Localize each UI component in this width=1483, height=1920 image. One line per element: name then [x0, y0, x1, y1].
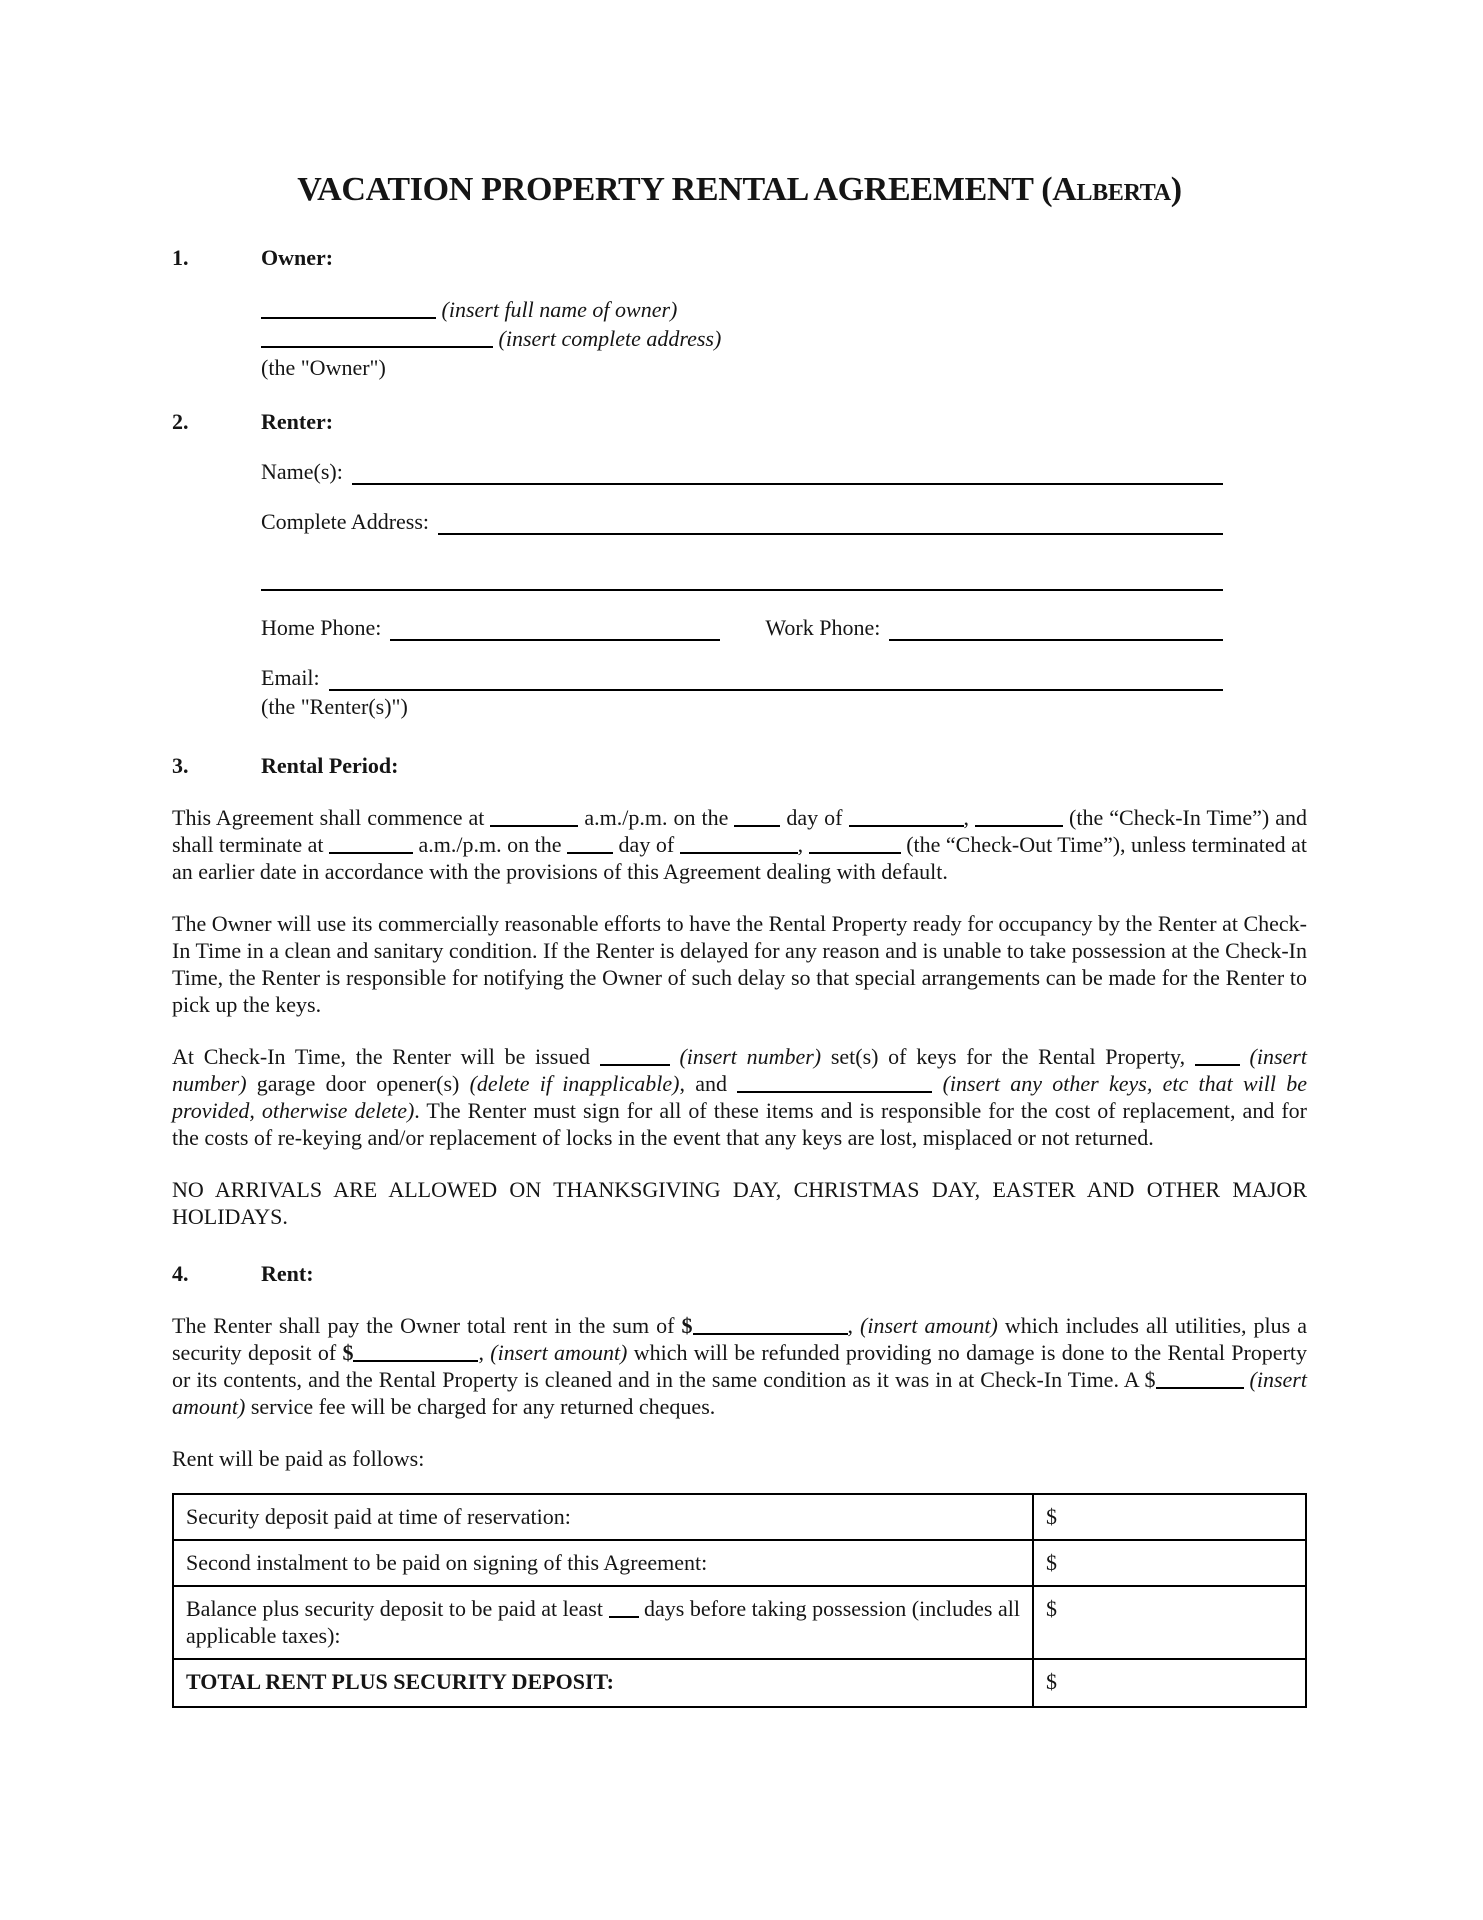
renter-names-blank: [352, 458, 1223, 485]
owner-address-line: (insert complete address): [261, 324, 1307, 353]
payment-total-amount: $: [1033, 1659, 1306, 1707]
fill-in-blank: [849, 811, 964, 827]
section-owner-body: [261, 295, 1307, 382]
renter-address-row: [261, 508, 1223, 535]
fill-in-blank: [261, 303, 436, 319]
renter-work-phone-blank: [889, 614, 1223, 641]
rent-schedule-intro: Rent will be paid as follows:: [172, 1446, 425, 1471]
section-rental-period-label: Rental Period:: [261, 753, 399, 778]
section-renter-label: Renter:: [261, 409, 334, 434]
fill-in-blank: [353, 1346, 478, 1362]
payment-row-label: Balance plus security deposit to be paid at least days before taking possession (includes all applicable taxes):: [173, 1586, 1033, 1659]
payment-row-label: Security deposit paid at time of reservation:: [173, 1494, 1033, 1540]
fill-in-blank: [809, 838, 901, 854]
renter-email-row: [261, 664, 1223, 691]
table-row: [173, 1586, 1306, 1659]
rent-payment-table: [172, 1493, 1307, 1708]
owner-defined-as: (the "Owner"): [261, 355, 386, 380]
fill-in-blank: [567, 838, 613, 854]
table-row: [173, 1540, 1306, 1586]
renter-address-label: Complete Address:: [261, 509, 430, 534]
renter-defined-as: (the "Renter(s)"): [261, 694, 408, 719]
section-owner-heading: [172, 244, 1307, 271]
section-rental-period-number: 3.: [172, 753, 189, 778]
renter-email-blank: [329, 664, 1223, 691]
fill-in-blank: [737, 1077, 932, 1093]
fill-in-blank: [734, 811, 780, 827]
fill-in-blank: [261, 332, 493, 348]
fill-in-blank: [490, 811, 578, 827]
renter-address-blank: [438, 508, 1223, 535]
document-title: [172, 170, 1307, 210]
renter-names-row: [261, 458, 1223, 485]
rent-paragraph-1: The Renter shall pay the Owner total rent in the sum of $ , (insert amount) which includes all utilities, plus a security deposit of $ , (insert amount) which will be refunded providing no damage is done to the Rental Property or its contents, and the Rental Property is cleaned and in the same condition as it was in at Check-In Time. A $ (insert amount) service fee will be charged for any returned cheques.: [172, 1313, 1308, 1419]
fill-in-blank: [600, 1050, 670, 1066]
renter-email-label: Email:: [261, 665, 320, 690]
no-arrivals-notice: NO ARRIVALS ARE ALLOWED ON THANKSGIVING DAY, CHRISTMAS DAY, EASTER AND OTHER MAJOR HOLIDAYS.: [172, 1177, 1307, 1229]
section-renter-heading: [172, 408, 1307, 435]
rental-period-paragraph-3: At Check-In Time, the Renter will be issued (insert number) set(s) of keys for the Rental Property, (insert number) garage door opener(s) (delete if inapplicable), and (insert any other keys, etc that will be provided, otherwise delete). The Renter must sign for all of these items and is responsible for the cost of replacement, and for the costs of re-keying and/or replacement of locks in the event that any keys are lost, misplaced or not returned.: [172, 1044, 1308, 1150]
rental-period-paragraph-1: This Agreement shall commence at a.m./p.m. on the day of , (the “Check-In Time”) and shall terminate at a.m./p.m. on the day of , (the “Check-Out Time”), unless terminated at an earlier date in accordance with the provisions of this Agreement dealing with default.: [172, 805, 1308, 884]
fill-in-blank: [680, 838, 798, 854]
document-title-region: (Alberta): [1041, 171, 1182, 208]
payment-row-amount: $: [1033, 1540, 1306, 1586]
renter-home-phone-blank: [390, 614, 720, 641]
renter-home-phone-label: Home Phone:: [261, 615, 382, 640]
fill-in-blank: [1195, 1050, 1240, 1066]
renter-phones-row: [261, 614, 1223, 641]
section-owner-number: 1.: [172, 245, 189, 270]
section-renter-number: 2.: [172, 409, 189, 434]
rental-period-paragraph-2: The Owner will use its commercially reasonable efforts to have the Rental Property ready for occupancy by the Renter at Check-In Time in a clean and sanitary condition. If the Renter is delayed for any reason and is unable to take possession at the Check-In Time, the Renter is responsible for notifying the Owner of such delay so that special arrangements can be made for the Renter to pick up the keys.: [172, 911, 1307, 1017]
payment-row-amount: $: [1033, 1586, 1306, 1659]
fill-in-blank: [329, 838, 413, 854]
renter-work-phone-label: Work Phone:: [765, 615, 881, 640]
section-owner-label: Owner:: [261, 245, 334, 270]
payment-row-amount: $: [1033, 1494, 1306, 1540]
payment-total-label: TOTAL RENT PLUS SECURITY DEPOSIT:: [173, 1659, 1033, 1707]
renter-names-label: Name(s):: [261, 459, 343, 484]
section-rent-heading: [172, 1260, 1307, 1287]
fill-in-blank: [609, 1602, 639, 1618]
table-row-total: [173, 1659, 1306, 1707]
table-row: [173, 1494, 1306, 1540]
owner-name-line: (insert full name of owner): [261, 295, 1307, 324]
payment-row-label: Second instalment to be paid on signing of this Agreement:: [173, 1540, 1033, 1586]
section-renter-body: [261, 458, 1223, 720]
renter-address-blank-line2: [261, 564, 1223, 591]
fill-in-blank: [693, 1319, 848, 1335]
section-rent-label: Rent:: [261, 1261, 314, 1286]
fill-in-blank: [1156, 1373, 1244, 1389]
document-title-main: VACATION PROPERTY RENTAL AGREEMENT: [297, 171, 1042, 208]
section-rental-period-heading: [172, 752, 1307, 779]
fill-in-blank: [975, 811, 1063, 827]
section-rent-number: 4.: [172, 1261, 189, 1286]
